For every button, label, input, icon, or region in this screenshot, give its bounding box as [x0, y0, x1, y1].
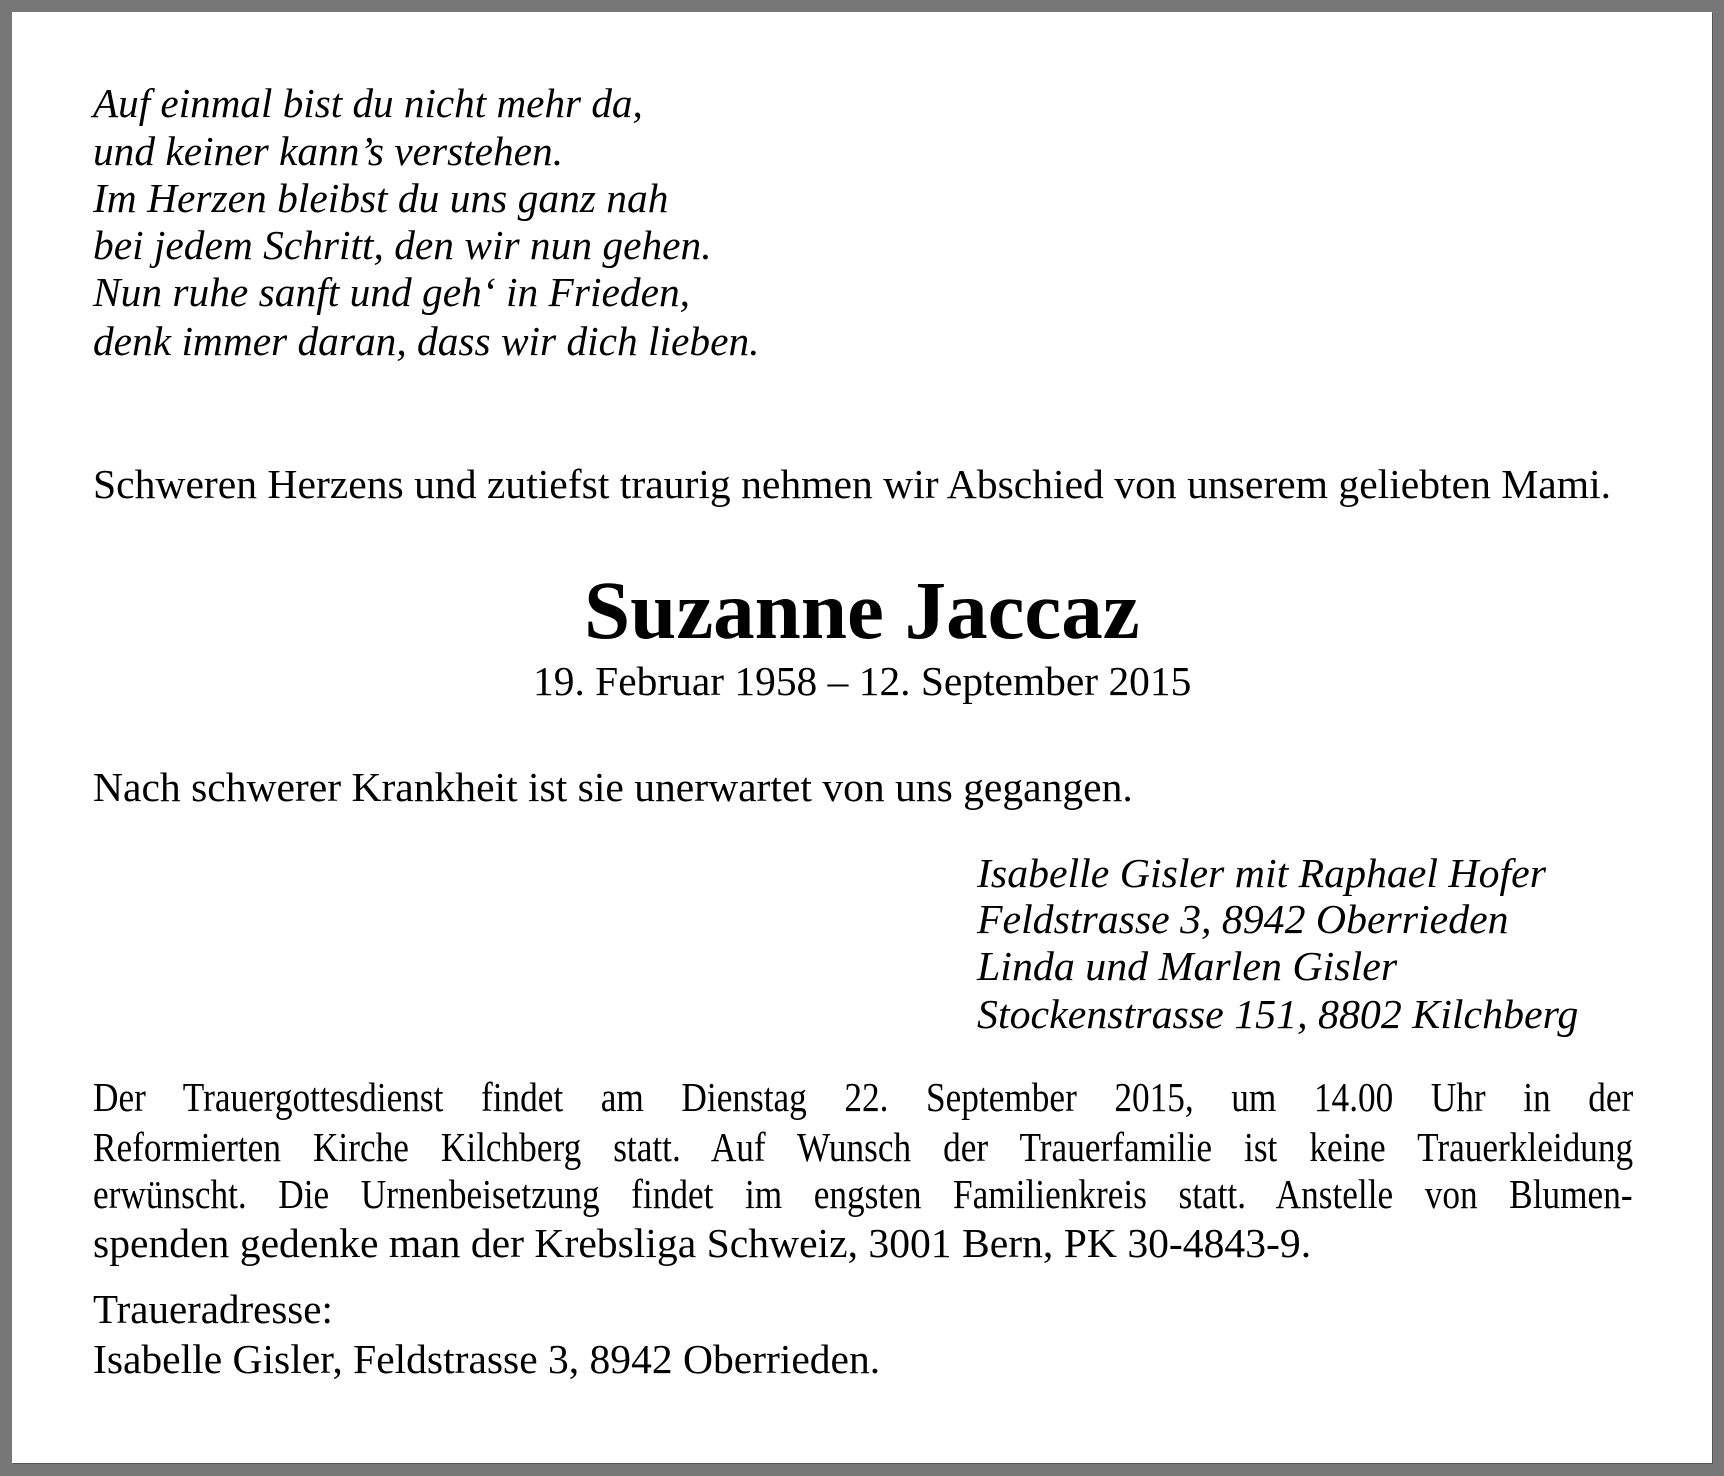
life-dates: 19. Februar 1958 – 12. September 2015	[533, 658, 1192, 704]
mourning-address: Isabelle Gisler, Feldstrasse 3, 8942 Oberrieden.	[93, 1336, 881, 1382]
service-paragraph-line: Der Trauergottesdienst findet am Dienstag 22. September 2015, um 14.00 Uhr in der	[93, 1074, 1634, 1120]
obituary-page	[12, 12, 1712, 1463]
mourner-line: Linda und Marlen Gisler	[977, 943, 1398, 989]
mourning-address-label: Traueradresse:	[93, 1286, 333, 1332]
mourner-line: Isabelle Gisler mit Raphael Hofer	[977, 850, 1546, 896]
mourner-line: Feldstrasse 3, 8942 Oberrieden	[977, 896, 1509, 942]
service-paragraph-line: spenden gedenke man der Krebsliga Schweiz, 3001 Bern, PK 30-4843-9.	[93, 1220, 1312, 1266]
intro-text: Schweren Herzens und zutiefst traurig nehmen wir Abschied von unserem geliebten Mami.	[93, 461, 1612, 507]
statement-text: Nach schwerer Krankheit ist sie unerwartet von uns gegangen.	[93, 764, 1133, 810]
poem-line: und keiner kann’s verstehen.	[93, 128, 564, 174]
service-paragraph-line: Reformierten Kirche Kilchberg statt. Auf Wunsch der Trauerfamilie ist keine Trauerkleidung	[93, 1124, 1634, 1170]
poem-line: Auf einmal bist du nicht mehr da,	[93, 80, 643, 126]
deceased-name: Suzanne Jaccaz	[584, 564, 1140, 656]
mourner-line: Stockenstrasse 151, 8802 Kilchberg	[977, 991, 1579, 1037]
service-paragraph-line: erwünscht. Die Urnenbeisetzung findet im engsten Familienkreis statt. Anstelle von Blumen-	[93, 1171, 1633, 1217]
poem-line: denk immer daran, dass wir dich lieben.	[93, 318, 760, 364]
poem-line: Im Herzen bleibst du uns ganz nah	[93, 175, 669, 221]
poem-line: bei jedem Schritt, den wir nun gehen.	[93, 222, 712, 268]
poem-line: Nun ruhe sanft und geh‘ in Frieden,	[93, 269, 691, 315]
